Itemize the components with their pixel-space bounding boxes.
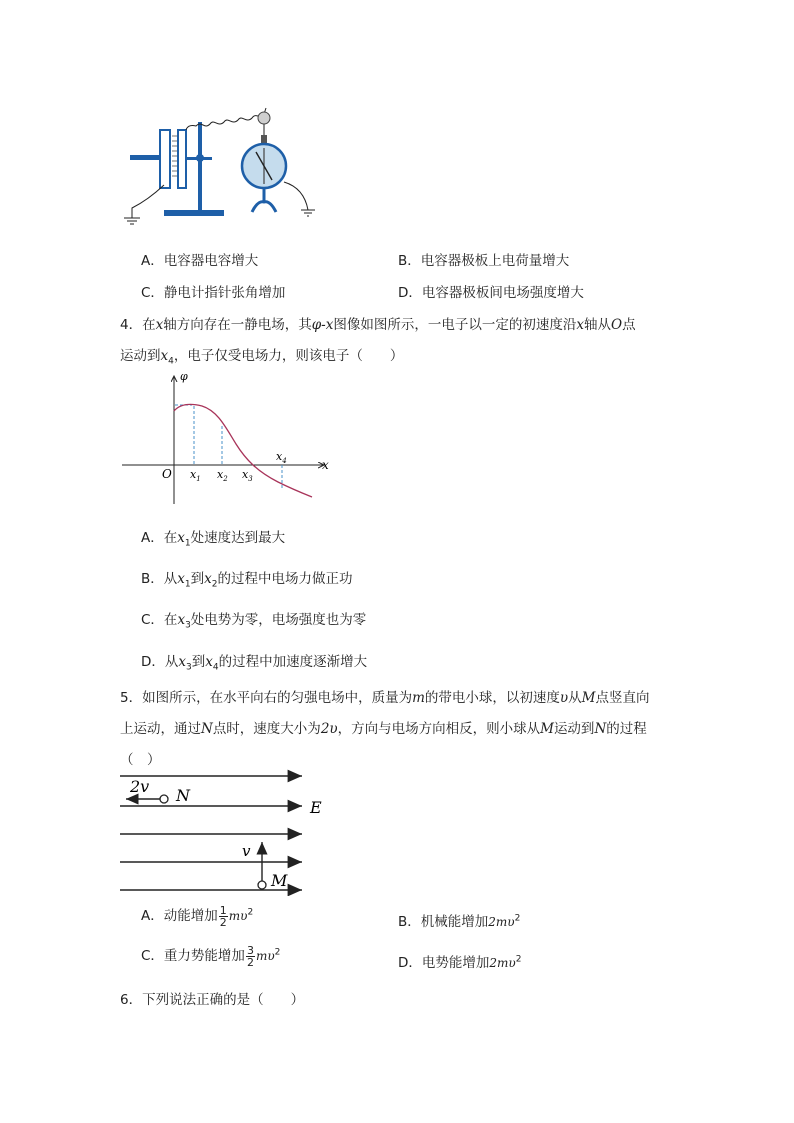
capacitor-plate-right [178, 130, 186, 188]
potential-curve [174, 404, 312, 497]
uniform-field-figure [118, 768, 338, 896]
phi-x-graph [118, 368, 338, 510]
q5-stem-line3: （ ） [120, 752, 161, 768]
label-2v: 2v [130, 777, 150, 796]
q5-option-d: D．电势能增加$2m\upsilon^2$ [398, 954, 522, 971]
ball-at-N [160, 795, 168, 803]
q4-stem-line2: 运动到$x_4$，电子仅受电场力，则该电子（ ） [120, 348, 404, 367]
q3-option-a: A．电容器电容增大 [141, 253, 259, 269]
stand-base [164, 210, 224, 216]
label-v: v [242, 842, 251, 860]
stand-pole [198, 122, 202, 212]
x-axis-label: x [322, 458, 329, 472]
ground-wire-left [132, 185, 164, 218]
q4-option-b: B．从$x_1$到$x_2$的过程中电场力做正功 [141, 571, 353, 590]
q6-stem: 6．下列说法正确的是（ ） [120, 992, 305, 1008]
tick-x3: $x_3$ [242, 468, 253, 483]
tick-x4: $x_4$ [276, 450, 287, 465]
q4-stem-line1: 4．在x轴方向存在一静电场，其φ-x图像如图所示，一电子以一定的初速度沿x轴从O点 [120, 317, 636, 333]
label-N: N [176, 786, 190, 805]
capacitor-electroscope-figure [118, 100, 328, 225]
q4-option-c: C．在$x_3$处电势为零，电场强度也为零 [141, 612, 367, 631]
y-axis-label: φ [180, 370, 188, 383]
electroscope-stand [252, 188, 276, 212]
tick-x2: $x_2$ [217, 468, 228, 483]
q5-option-c: C．重力势能增加 $\frac{3}{2}$ $m\upsilon^2$ [141, 943, 281, 969]
q5-option-b: B．机械能增加$2m\upsilon^2$ [398, 913, 521, 930]
q4-option-d: D．从$x_3$到$x_4$的过程中加速度逐渐增大 [141, 654, 368, 673]
q3-option-d: D．电容器极板间电场强度增大 [398, 285, 584, 301]
q5-stem-line2: 上运动，通过N点时，速度大小为2υ，方向与电场方向相反，则小球从M运动到N的过程 [120, 721, 647, 737]
capacitor-plate-left [160, 130, 170, 188]
q5-option-a: A．动能增加 $\frac{1}{2}$ $m\upsilon^2$ [141, 903, 254, 929]
q3-option-c: C．静电计指针张角增加 [141, 285, 286, 301]
ball-at-M [258, 881, 266, 889]
electroscope-knob [258, 112, 270, 124]
ground-wire-right [284, 182, 308, 210]
origin-label: O [162, 467, 172, 481]
q5-stem-line1: 5．如图所示，在水平向右的匀强电场中，质量为m的带电小球，以初速度υ从M点竖直向 [120, 690, 650, 706]
label-M: M [271, 871, 288, 890]
label-E: E [310, 798, 322, 817]
q4-option-a: A．在$x_1$处速度达到最大 [141, 530, 286, 549]
tick-x1: $x_1$ [190, 468, 201, 483]
q3-option-b: B．电容器极板上电荷量增大 [398, 253, 570, 269]
